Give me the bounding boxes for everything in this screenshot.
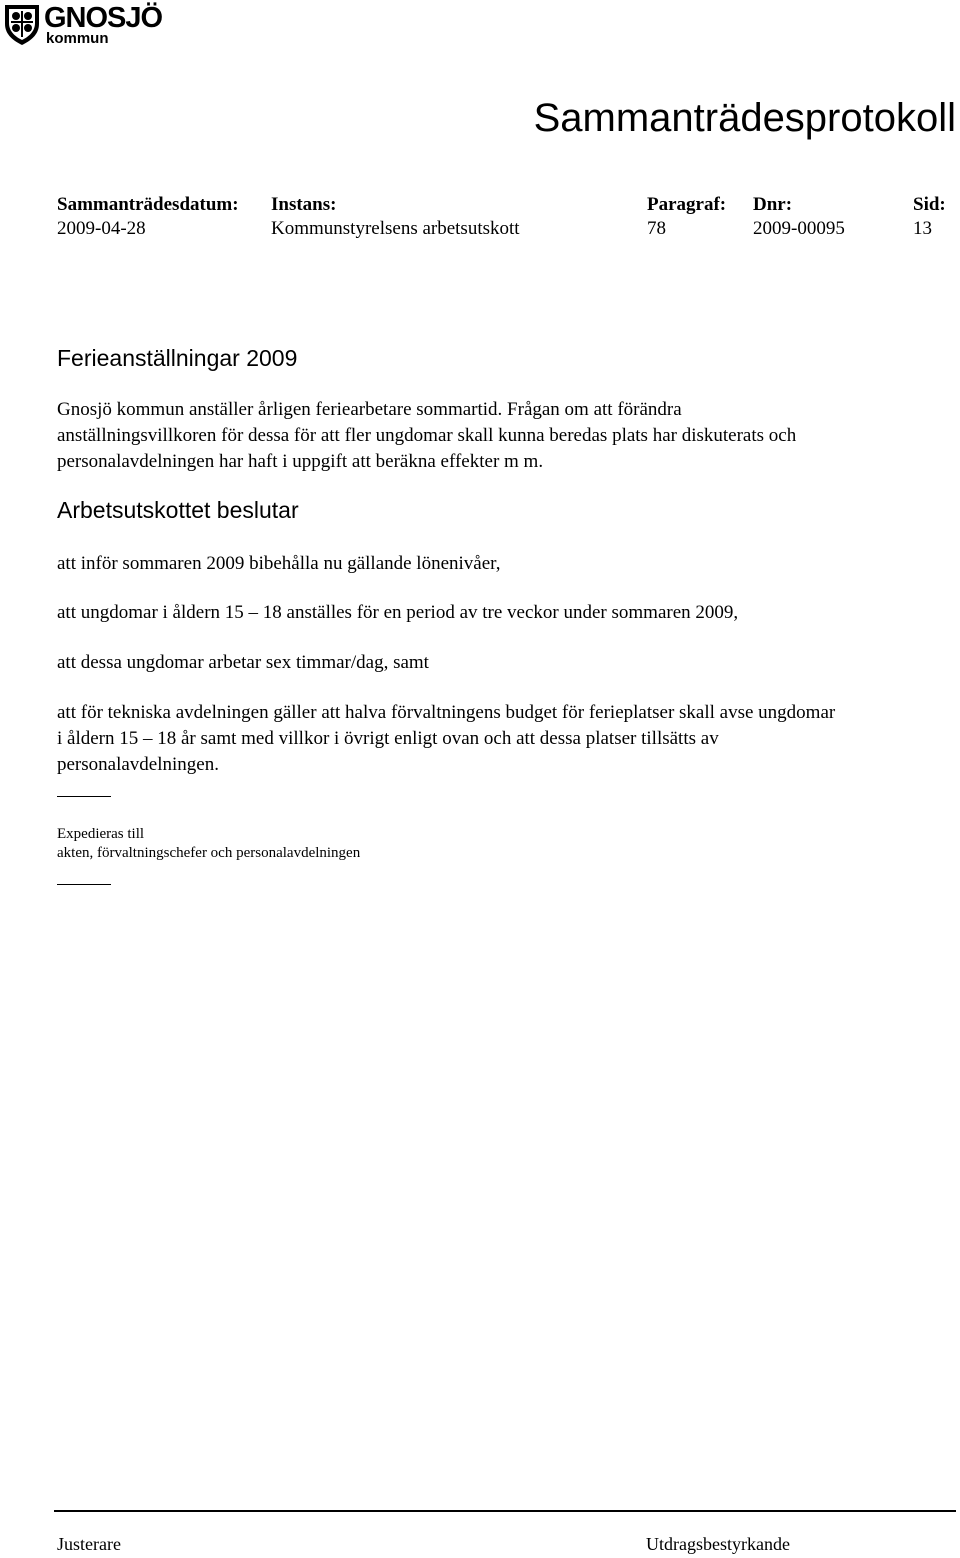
meta-dnr-label: Dnr: [753,194,793,215]
meta-date [57,193,239,241]
meta-dnr [753,193,845,241]
logo-subtitle: kommun [46,30,109,47]
decision-item [57,650,957,676]
meta-instance-value: Kommunstyrelsens arbetsutskott [271,218,520,239]
intro-line: personalavdelningen har haft i uppgift att beräkna effekter m m. [57,451,544,472]
distribution-label: Expedieras till [57,826,145,842]
meta-date-value: 2009-04-28 [57,218,146,239]
meta-instance-label: Instans: [271,194,337,215]
decision-line: att för tekniska avdelningen gäller att halva förvaltningens budget för ferieplatser skall avse ungdomar [57,702,836,723]
intro-line: Gnosjö kommun anställer årligen feriearbetare sommartid. Frågan om att förändra [57,399,682,420]
meta-page-label: Sid: [913,194,946,215]
footer-justerare: Justerare [57,1534,121,1554]
meta-dnr-value: 2009-00095 [753,218,845,239]
decision-line: personalavdelningen. [57,754,219,775]
footer-utdragsbestyrkande: Utdragsbestyrkande [646,1534,790,1554]
decision-line: i åldern 15 – 18 år samt med villkor i övrigt enligt ovan och att dessa platser tillsätts av [57,728,719,749]
decision-heading: Arbetsutskottet beslutar [57,497,299,523]
meta-page [913,193,946,241]
section-title: Ferieanställningar 2009 [57,345,298,371]
meta-page-value: 13 [913,218,932,239]
meta-paragraph-label: Paragraf: [647,194,727,215]
intro-paragraph [57,397,957,475]
decision-line: att inför sommaren 2009 bibehålla nu gällande lönenivåer, [57,553,501,574]
municipality-logo [2,2,174,48]
separator-line [57,884,111,885]
footer-rule [54,1510,956,1512]
meta-date-label: Sammanträdesdatum: [57,194,239,215]
meta-paragraph [647,193,726,241]
decision-item [57,600,957,626]
meta-instance [271,193,520,241]
decision-item [57,551,957,577]
separator-line [57,796,111,797]
decision-line: att dessa ungdomar arbetar sex timmar/dag, samt [57,652,429,673]
distribution-recipients: akten, förvaltningschefer och personalavdelningen [57,845,361,861]
decision-line: att ungdomar i åldern 15 – 18 anställes för en period av tre veckor under sommaren 2009, [57,602,739,623]
decision-item [57,700,957,778]
meta-paragraph-value: 78 [647,218,666,239]
intro-line: anställningsvillkoren för dessa för att fler ungdomar skall kunna beredas plats har diskuterats och [57,425,797,446]
crest-icon [2,2,42,46]
logo-wordmark: GNOSJÖ [44,2,163,34]
document-title: Sammanträdesprotokoll [533,96,956,140]
